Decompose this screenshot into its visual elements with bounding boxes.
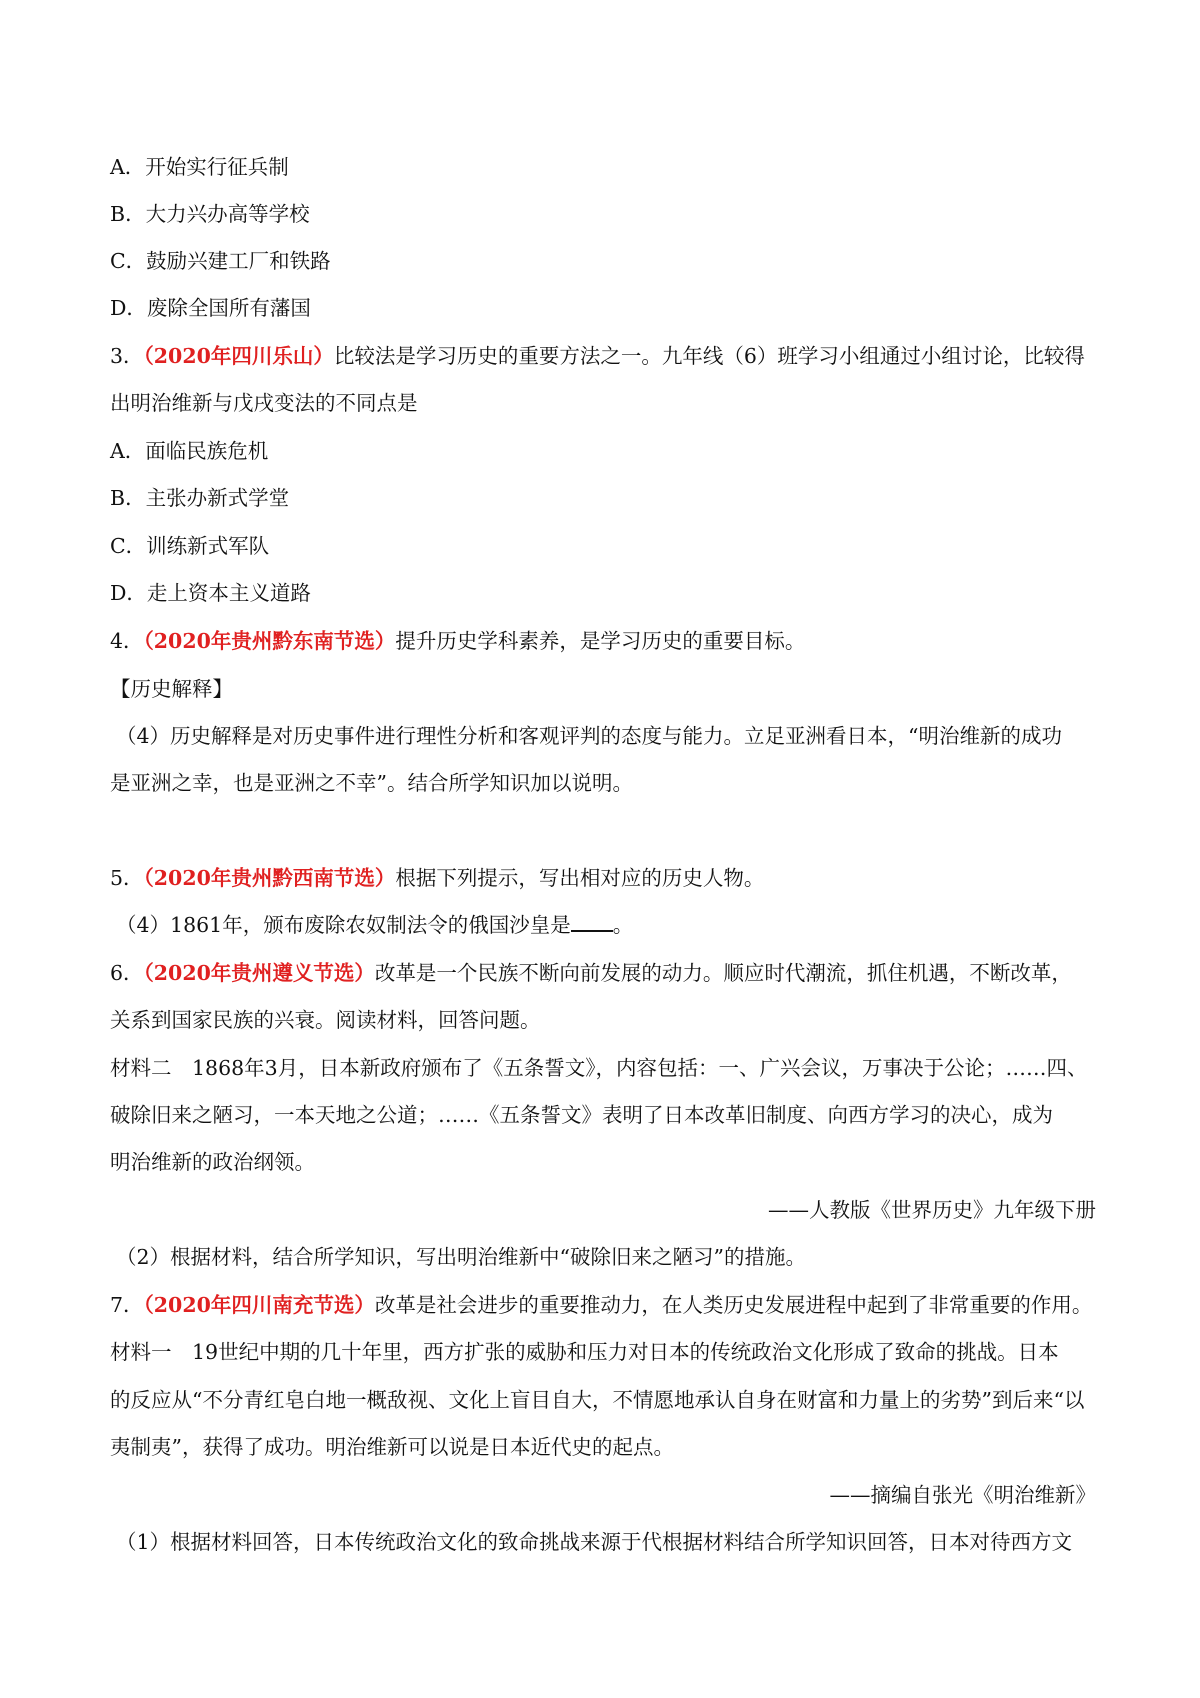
section-heading: 【历史解释】 — [110, 677, 233, 701]
question-text: 提升历史学科素养，是学习历史的重要目标。 — [395, 629, 806, 653]
question-text: 比较法是学习历史的重要方法之一。九年线（6）班学习小组通过小组讨论，比较得 — [333, 344, 1085, 368]
question-3-stem — [110, 341, 1085, 371]
option-d: D．废除全国所有藩国 — [110, 296, 311, 320]
question-source: （2020年贵州黔东南节选） — [143, 629, 396, 653]
question-4-stem — [110, 626, 805, 656]
question-source: （2020年贵州黔西南节选） — [143, 866, 396, 890]
sub-question — [116, 910, 633, 940]
question-5-stem — [110, 863, 764, 893]
question-number: 7． — [110, 1293, 144, 1317]
question-number: 3． — [110, 344, 144, 368]
question-text: 根据下列提示，写出相对应的历史人物。 — [395, 866, 765, 890]
material-citation: ——人教版《世界历史》九年级下册 — [768, 1198, 1096, 1222]
option-b: B．主张办新式学堂 — [110, 486, 290, 510]
material-text: 破除旧来之陋习，一本天地之公道；……《五条誓文》表明了日本改革旧制度、向西方学习的决心，成为 — [110, 1103, 1053, 1127]
sub-question: （1）根据材料回答，日本传统政治文化的致命挑战来源于代根据材料结合所学知识回答，日本对待西方文 — [116, 1530, 1073, 1554]
material-text: 材料二 1868年3月，日本新政府颁布了《五条誓文》，内容包括：一、广兴会议，万事决于公论；……四、 — [110, 1056, 1088, 1080]
question-6-stem — [110, 958, 1072, 988]
material-citation: ——摘编自张光《明治维新》 — [829, 1483, 1096, 1507]
question-number: 6． — [110, 961, 144, 985]
question-text: 改革是社会进步的重要推动力，在人类历史发展进程中起到了非常重要的作用。 — [374, 1293, 1093, 1317]
question-7-stem — [110, 1290, 1092, 1320]
option-c: C．鼓励兴建工厂和铁路 — [110, 249, 331, 273]
option-d: D．走上资本主义道路 — [110, 581, 311, 605]
option-a: A．开始实行征兵制 — [110, 155, 289, 179]
material-text: 夷制夷”，获得了成功。明治维新可以说是日本近代史的起点。 — [110, 1435, 674, 1459]
sub-question-end: 。 — [612, 913, 634, 937]
option-b: B．大力兴办高等学校 — [110, 202, 310, 226]
question-source: （2020年四川乐山） — [143, 344, 334, 368]
answer-blank[interactable] — [571, 910, 613, 932]
material-text: 的反应从“不分青红皂白地一概敌视、文化上盲目自大，不情愿地承认自身在财富和力量上的劣势”到后来“以 — [110, 1388, 1085, 1412]
question-text: 改革是一个民族不断向前发展的动力。顺应时代潮流，抓住机遇，不断改革， — [374, 961, 1072, 985]
question-number: 5． — [110, 866, 144, 890]
option-c: C．训练新式军队 — [110, 534, 270, 558]
question-source: （2020年四川南充节选） — [143, 1293, 375, 1317]
question-3-stem-cont: 出明治维新与戊戌变法的不同点是 — [110, 391, 418, 415]
material-text: 明治维新的政治纲领。 — [110, 1150, 315, 1174]
question-number: 4． — [110, 629, 144, 653]
question-6-stem-cont: 关系到国家民族的兴衰。阅读材料，回答问题。 — [110, 1008, 541, 1032]
question-source: （2020年贵州遵义节选） — [143, 961, 375, 985]
sub-question: （4）历史解释是对历史事件进行理性分析和客观评判的态度与能力。立足亚洲看日本，“明治维新的成功 — [116, 724, 1063, 748]
material-text: 材料一 19世纪中期的几十年里，西方扩张的威胁和压力对日本的传统政治文化形成了致命的挑战。日本 — [110, 1340, 1059, 1364]
sub-question-text: （4）1861年，颁布废除农奴制法令的俄国沙皇是 — [116, 913, 571, 937]
sub-question-cont: 是亚洲之幸，也是亚洲之不幸”。结合所学知识加以说明。 — [110, 771, 633, 795]
sub-question: （2）根据材料，结合所学知识，写出明治维新中“破除旧来之陋习”的措施。 — [116, 1245, 807, 1269]
option-a: A．面临民族危机 — [110, 439, 269, 463]
